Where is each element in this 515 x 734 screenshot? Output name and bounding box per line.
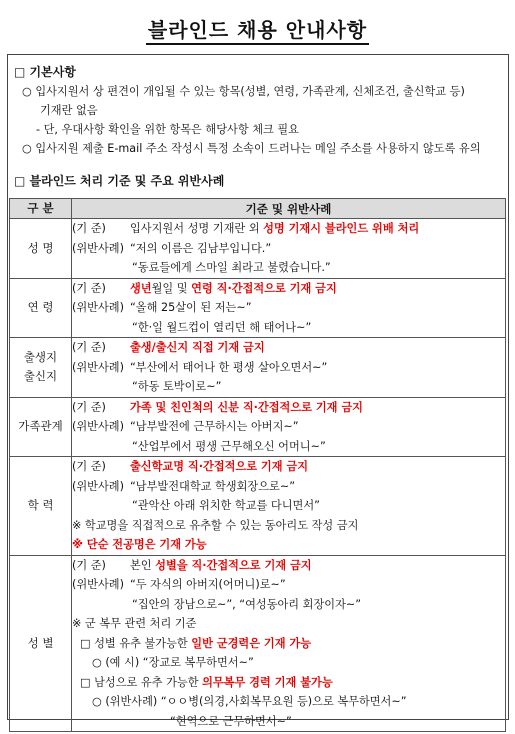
note-text: ※ 학교명을 직접적으로 유추할 수 있는 동아리도 작성 금지 [72, 518, 359, 532]
row-category-name: 성 명 [10, 219, 72, 279]
violation-example: “관악산 아래 위치한 학교를 다니면서” [132, 499, 320, 512]
table-row [10, 457, 506, 556]
military-rule-text: □ 성별 유추 불가능한 [80, 636, 192, 650]
violation-label: (위반사례) [72, 301, 124, 314]
criteria-text: 월일 및 [151, 281, 192, 295]
row-category-gender: 성 별 [10, 555, 72, 732]
violation-example: “올해 25살이 된 저는~” [130, 301, 252, 314]
military-rule-highlight: 의무복무 경력 기재 불가능 [202, 675, 333, 689]
row-category-birthplace [10, 338, 72, 398]
violation-example: “저의 이름은 김남부입니다.” [130, 241, 272, 255]
violation-example: “두 자식의 아버지(어머니)로~” [130, 578, 286, 591]
standard-label: (기 준) [72, 558, 106, 572]
military-rule-text: □ 남성으로 유추 가능한 [80, 675, 203, 689]
violation-label: (위반사례) [72, 578, 124, 591]
section-blind-heading: □ 블라인드 처리 기준 및 주요 위반사례 [14, 174, 225, 188]
standard-label: (기 준) [72, 400, 106, 414]
basic-item-3: ○ 입사지원 제출 E-mail 주소 작성시 특정 소속이 드러나는 메일 주소를 사용하지 않도록 유의 [22, 142, 481, 155]
violation-example: “산업부에서 평생 근무해오신 어머니~” [132, 439, 326, 453]
criteria-highlight: 생년 [130, 281, 152, 295]
category-line: 출생지 [23, 350, 58, 365]
table-row [10, 219, 506, 279]
military-example: ○ (예 시) “장교로 복무하면서~” [92, 656, 254, 669]
criteria-highlight: 성별을 직·간접적으로 기재 금지 [155, 558, 312, 572]
blind-criteria-table [9, 198, 506, 732]
table-row [10, 397, 506, 457]
notice-frame [7, 54, 509, 728]
violation-label: (위반사례) [72, 479, 124, 493]
violation-example: “하동 토박이로~” [132, 380, 222, 393]
violation-label: (위반사례) [72, 241, 124, 255]
basic-item-1: ○ 입사지원서 상 편견이 개입될 수 있는 항목(성별, 연령, 가족관계, 신체조건, 출신학교 등) [22, 85, 465, 98]
violation-example: “남부발전에 근무하시는 아버지~” [130, 420, 299, 433]
military-violation-example: ○ (위반사례) “ㅇㅇ병(의경,사회복무요원 등)으로 복무하면서~” [92, 695, 407, 708]
standard-label: (기 준) [72, 460, 106, 473]
row-category-education: 학 력 [10, 457, 72, 556]
criteria-highlight: 출신학교명 직·간접적으로 기재 금지 [130, 460, 309, 473]
military-rule-highlight: 일반 군경력은 기재 가능 [191, 636, 312, 650]
page-title: 블라인드 채용 안내사항 [0, 14, 515, 43]
violation-example: “남부발전대학교 학생회장으로~” [130, 479, 296, 493]
violation-example: “부산에서 태어나 한 평생 살아오면서~” [130, 360, 328, 374]
header-criteria: 기준 및 위반사례 [72, 199, 506, 219]
criteria-highlight: 출생/출신지 직접 기재 금지 [130, 341, 265, 354]
header-category: 구 분 [10, 199, 72, 219]
criteria-highlight: 연령 직·간접적으로 기재 금지 [191, 281, 337, 295]
section-basic-heading: □ 기본사항 [14, 65, 76, 79]
military-violation-example: “현역으로 근무하면서~” [170, 714, 292, 728]
table-row [10, 278, 506, 338]
criteria-highlight: 성명 기재시 블라인드 위배 처리 [263, 222, 420, 235]
note-text: ※ 군 복무 관련 처리 기준 [72, 617, 197, 630]
standard-label: (기 준) [72, 281, 106, 295]
criteria-text: 본인 [130, 558, 156, 572]
note-highlight: ※ 단순 전공명은 기재 가능 [72, 538, 207, 551]
violation-example: “동료들에게 스마일 최라고 불렸습니다.” [132, 261, 331, 274]
violation-label: (위반사례) [72, 360, 124, 374]
violation-example: “한·일 월드컵이 열리던 해 태어나~” [132, 320, 312, 334]
row-category-family: 가족관계 [10, 397, 72, 457]
criteria-highlight: 가족 및 친인척의 신분 직·간접적으로 기재 금지 [130, 400, 363, 414]
basic-item-2: - 단, 우대사항 확인을 위한 항목은 해당사항 체크 필요 [36, 123, 299, 136]
row-category-age: 연 령 [10, 278, 72, 338]
standard-label: (기 준) [72, 341, 106, 354]
table-row [10, 555, 506, 732]
violation-label: (위반사례) [72, 420, 124, 433]
category-line: 출신지 [23, 369, 58, 384]
basic-item-1-cont: 기재란 없음 [40, 104, 98, 117]
table-row [10, 338, 506, 398]
violation-example: “집안의 장남으로~”, “여성동아리 회장이자~” [132, 597, 362, 611]
criteria-text: 입사지원서 성명 기재란 외 [130, 222, 264, 235]
standard-label: (기 준) [72, 222, 106, 235]
